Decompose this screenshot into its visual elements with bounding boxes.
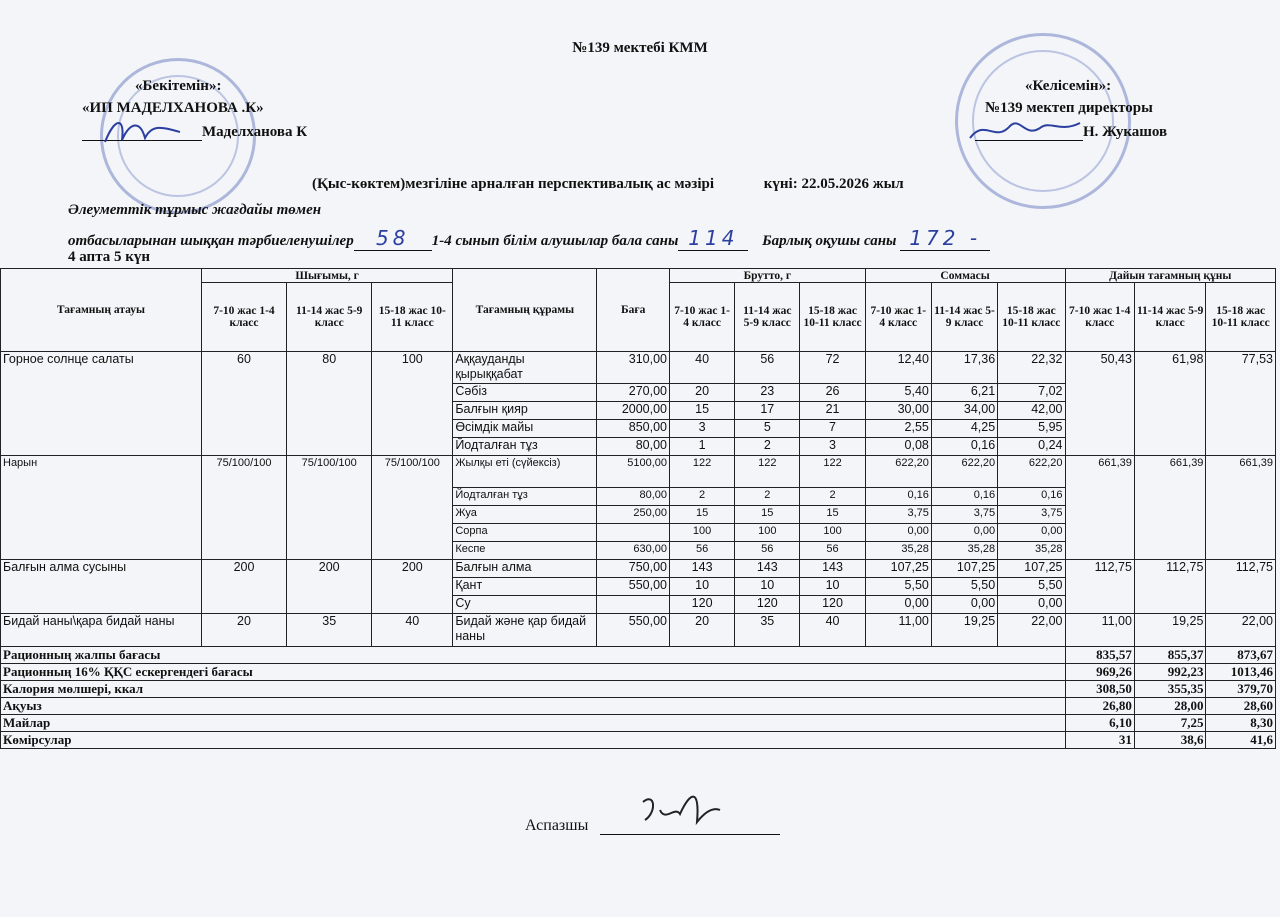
total-value: 855,37: [1134, 647, 1206, 664]
table-row: [1, 560, 1276, 578]
ingredient-price: 550,00: [597, 578, 670, 596]
col-sum-3: 15-18 жас 10-11 класс: [998, 283, 1065, 352]
table-row: [1, 614, 1276, 647]
ingredient-name: Йодталған тұз: [453, 438, 597, 456]
sum-value: 34,00: [931, 402, 997, 420]
approve-signature: [100, 112, 190, 152]
total-value: 8,30: [1206, 715, 1276, 732]
sum-value: 6,21: [931, 384, 997, 402]
gross-value: 120: [670, 596, 735, 614]
gross-value: 20: [670, 614, 735, 647]
total-row: [1, 664, 1276, 681]
sum-value: 0,16: [865, 488, 931, 506]
gross-value: 143: [670, 560, 735, 578]
gross-value: 10: [670, 578, 735, 596]
col-ready-2: 11-14 жас 5-9 класс: [1134, 283, 1206, 352]
gross-value: 40: [800, 614, 865, 647]
ingredient-price: [597, 596, 670, 614]
pupils-label: 1-4 сынып білім алушылар бала саны: [431, 233, 679, 249]
gross-value: 56: [800, 542, 865, 560]
total-value: 41,6: [1206, 732, 1276, 749]
total-value: 379,70: [1206, 681, 1276, 698]
total-value: 26,80: [1065, 698, 1134, 715]
gross-value: 2: [670, 488, 735, 506]
sum-value: 5,40: [865, 384, 931, 402]
gross-value: 7: [800, 420, 865, 438]
dish-name: Горное солнце салаты: [1, 352, 202, 456]
week-label: 4 апта 5 күн: [68, 249, 151, 265]
menu-table: [0, 268, 1276, 749]
sum-value: 0,00: [931, 596, 997, 614]
gross-value: 40: [670, 352, 735, 384]
ready-value: 661,39: [1134, 456, 1206, 560]
total-label: Ақуыз: [1, 698, 1066, 715]
total-row: [1, 732, 1276, 749]
dish-output: 80: [287, 352, 372, 456]
sum-value: 107,25: [931, 560, 997, 578]
ingredient-name: Сорпа: [453, 524, 597, 542]
ingredient-name: Жылқы еті (сүйексіз): [453, 456, 597, 488]
sum-value: 35,28: [865, 542, 931, 560]
agree-name: Н. Жукашов: [1083, 124, 1168, 140]
dish-output: 75/100/100: [372, 456, 453, 560]
dish-output: 40: [372, 614, 453, 647]
col-ready: Дайын тағамның құны: [1065, 269, 1276, 283]
gross-value: 100: [800, 524, 865, 542]
gross-value: 17: [735, 402, 800, 420]
sum-value: 3,75: [865, 506, 931, 524]
dish-output: 35: [287, 614, 372, 647]
gross-value: 72: [800, 352, 865, 384]
dish-output: 200: [201, 560, 286, 614]
gross-value: 23: [735, 384, 800, 402]
col-composition: Тағамның құрамы: [453, 269, 597, 352]
sum-value: 42,00: [998, 402, 1065, 420]
ingredient-name: Өсімдік майы: [453, 420, 597, 438]
total-value: 969,26: [1065, 664, 1134, 681]
gross-value: 120: [800, 596, 865, 614]
ingredient-name: Сәбіз: [453, 384, 597, 402]
col-ready-3: 15-18 жас 10-11 класс: [1206, 283, 1276, 352]
total-value: 992,23: [1134, 664, 1206, 681]
ingredient-price: 250,00: [597, 506, 670, 524]
col-output-2: 11-14 жас 5-9 класс: [287, 283, 372, 352]
col-output-1: 7-10 жас 1-4 класс: [201, 283, 286, 352]
sum-value: 3,75: [931, 506, 997, 524]
sum-value: 3,75: [998, 506, 1065, 524]
ready-value: 77,53: [1206, 352, 1276, 456]
sum-value: 19,25: [931, 614, 997, 647]
col-sum: Соммасы: [865, 269, 1065, 283]
sum-value: 5,50: [998, 578, 1065, 596]
ready-value: 112,75: [1134, 560, 1206, 614]
sum-value: 0,00: [931, 524, 997, 542]
ingredient-price: [597, 524, 670, 542]
gross-value: 10: [800, 578, 865, 596]
ingredient-price: 5100,00: [597, 456, 670, 488]
ingredient-name: Қант: [453, 578, 597, 596]
ingredient-price: 270,00: [597, 384, 670, 402]
cook-label: Аспазшы: [525, 817, 589, 834]
sum-value: 22,00: [998, 614, 1065, 647]
gross-value: 2: [800, 488, 865, 506]
ingredient-name: Балғын алма: [453, 560, 597, 578]
total-value: 7,25: [1134, 715, 1206, 732]
ready-value: 50,43: [1065, 352, 1134, 456]
ready-value: 11,00: [1065, 614, 1134, 647]
total-value: 38,6: [1134, 732, 1206, 749]
total-value: 873,67: [1206, 647, 1276, 664]
total-label: Көмірсулар: [1, 732, 1066, 749]
gross-value: 122: [670, 456, 735, 488]
ready-value: 19,25: [1134, 614, 1206, 647]
gross-value: 3: [800, 438, 865, 456]
sum-value: 0,00: [998, 596, 1065, 614]
sum-value: 0,00: [865, 596, 931, 614]
sum-value: 622,20: [998, 456, 1065, 488]
ingredient-price: 2000,00: [597, 402, 670, 420]
col-gross-1: 7-10 жас 1-4 класс: [670, 283, 735, 352]
sum-value: 7,02: [998, 384, 1065, 402]
gross-value: 100: [735, 524, 800, 542]
gross-value: 122: [800, 456, 865, 488]
ingredient-price: 750,00: [597, 560, 670, 578]
ingredient-name: Жуа: [453, 506, 597, 524]
ingredient-price: 550,00: [597, 614, 670, 647]
social-line1: Әлеуметтік тұрмыс жағдайы төмен: [68, 202, 322, 218]
gross-value: 100: [670, 524, 735, 542]
sum-value: 2,55: [865, 420, 931, 438]
dish-name: Балғын алма сусыны: [1, 560, 202, 614]
social-line2: [68, 226, 990, 251]
total-row: [1, 681, 1276, 698]
dish-output: 200: [372, 560, 453, 614]
dish-output: 60: [201, 352, 286, 456]
approve-org: «ИП МАДЕЛХАНОВА .К»: [82, 100, 264, 116]
sum-value: 0,08: [865, 438, 931, 456]
col-gross-2: 11-14 жас 5-9 класс: [735, 283, 800, 352]
ingredient-price: 80,00: [597, 438, 670, 456]
sum-value: 0,00: [998, 524, 1065, 542]
ready-value: 112,75: [1206, 560, 1276, 614]
ready-value: 61,98: [1134, 352, 1206, 456]
sum-value: 12,40: [865, 352, 931, 384]
menu-date: күні: 22.05.2026 жыл: [763, 176, 904, 192]
dish-name: Бидай наны\қара бидай наны: [1, 614, 202, 647]
sum-value: 35,28: [998, 542, 1065, 560]
ready-value: 112,75: [1065, 560, 1134, 614]
dish-output: 75/100/100: [201, 456, 286, 560]
total-value: 355,35: [1134, 681, 1206, 698]
col-price: Баға: [597, 269, 670, 352]
col-dish: Тағамның атауы: [1, 269, 202, 352]
gross-value: 143: [800, 560, 865, 578]
col-output: Шығымы, г: [201, 269, 452, 283]
ingredient-price: 850,00: [597, 420, 670, 438]
ready-value: 22,00: [1206, 614, 1276, 647]
total-value: 28,00: [1134, 698, 1206, 715]
gross-value: 56: [735, 352, 800, 384]
cook-signature: [635, 782, 725, 832]
total-label: Барлық оқушы саны: [762, 233, 897, 249]
sum-value: 0,16: [998, 488, 1065, 506]
total-label: Калория мөлшері, ккал: [1, 681, 1066, 698]
total-value: 28,60: [1206, 698, 1276, 715]
menu-title: [312, 176, 904, 193]
gross-value: 15: [800, 506, 865, 524]
total-value: 835,57: [1065, 647, 1134, 664]
col-gross: Брутто, г: [670, 269, 866, 283]
ingredient-name: Йодталған тұз: [453, 488, 597, 506]
sum-value: 17,36: [931, 352, 997, 384]
gross-value: 26: [800, 384, 865, 402]
gross-value: 2: [735, 438, 800, 456]
gross-value: 2: [735, 488, 800, 506]
dish-output: 200: [287, 560, 372, 614]
dish-output: 20: [201, 614, 286, 647]
sum-value: 11,00: [865, 614, 931, 647]
ingredient-name: Су: [453, 596, 597, 614]
social-count: 58: [354, 226, 432, 251]
gross-value: 20: [670, 384, 735, 402]
total-value: 308,50: [1065, 681, 1134, 698]
sum-value: 107,25: [865, 560, 931, 578]
sum-value: 0,00: [865, 524, 931, 542]
total-row: [1, 647, 1276, 664]
dish-output: 100: [372, 352, 453, 456]
sum-value: 30,00: [865, 402, 931, 420]
gross-value: 56: [670, 542, 735, 560]
agree-org: №139 мектеп директоры: [985, 100, 1153, 116]
dish-output: 75/100/100: [287, 456, 372, 560]
total-row: [1, 698, 1276, 715]
social-label: отбасыларынан шыққан тәрбиеленушілер: [68, 233, 354, 249]
total-count: 172 -: [900, 226, 990, 251]
gross-value: 143: [735, 560, 800, 578]
col-gross-3: 15-18 жас 10-11 класс: [800, 283, 865, 352]
menu-title-text: (Қыс-көктем)мезгіліне арналған перспективалық ас мәзірі: [312, 176, 715, 192]
sum-value: 0,24: [998, 438, 1065, 456]
sum-value: 107,25: [998, 560, 1065, 578]
gross-value: 15: [670, 402, 735, 420]
sum-value: 22,32: [998, 352, 1065, 384]
col-sum-1: 7-10 жас 1-4 класс: [865, 283, 931, 352]
col-sum-2: 11-14 жас 5-9 класс: [931, 283, 997, 352]
sum-value: 4,25: [931, 420, 997, 438]
agree-label: «Келісемін»:: [1025, 78, 1112, 94]
agree-signature: [965, 108, 1085, 153]
gross-value: 1: [670, 438, 735, 456]
col-output-3: 15-18 жас 10-11 класс: [372, 283, 453, 352]
gross-value: 35: [735, 614, 800, 647]
ingredient-name: Аққауданды қырыққабат: [453, 352, 597, 384]
col-ready-1: 7-10 жас 1-4 класс: [1065, 283, 1134, 352]
ingredient-name: Кеспе: [453, 542, 597, 560]
approve-name: Маделханова К: [202, 124, 308, 140]
sum-value: 622,20: [865, 456, 931, 488]
approve-label: «Бекітемін»:: [135, 78, 222, 94]
total-label: Рационның 16% ҚҚС ескергендегі бағасы: [1, 664, 1066, 681]
gross-value: 15: [735, 506, 800, 524]
ingredient-price: 630,00: [597, 542, 670, 560]
table-row: [1, 352, 1276, 384]
school-title: №139 мектебі КММ: [572, 40, 708, 56]
ingredient-price: 80,00: [597, 488, 670, 506]
sum-value: 622,20: [931, 456, 997, 488]
ingredient-name: Балғын қияр: [453, 402, 597, 420]
sum-value: 5,50: [865, 578, 931, 596]
ready-value: 661,39: [1206, 456, 1276, 560]
total-value: 1013,46: [1206, 664, 1276, 681]
dish-name: Нарын: [1, 456, 202, 560]
sum-value: 0,16: [931, 488, 997, 506]
gross-value: 10: [735, 578, 800, 596]
sum-value: 5,95: [998, 420, 1065, 438]
gross-value: 120: [735, 596, 800, 614]
total-value: 31: [1065, 732, 1134, 749]
gross-value: 21: [800, 402, 865, 420]
sum-value: 35,28: [931, 542, 997, 560]
total-row: [1, 715, 1276, 732]
ready-value: 661,39: [1065, 456, 1134, 560]
gross-value: 15: [670, 506, 735, 524]
total-label: Майлар: [1, 715, 1066, 732]
gross-value: 122: [735, 456, 800, 488]
ingredient-price: 310,00: [597, 352, 670, 384]
total-label: Рационның жалпы бағасы: [1, 647, 1066, 664]
sum-value: 0,16: [931, 438, 997, 456]
gross-value: 3: [670, 420, 735, 438]
sum-value: 5,50: [931, 578, 997, 596]
pupils-count: 114: [678, 226, 748, 251]
total-value: 6,10: [1065, 715, 1134, 732]
table-row: [1, 456, 1276, 488]
gross-value: 5: [735, 420, 800, 438]
gross-value: 56: [735, 542, 800, 560]
ingredient-name: Бидай және қар бидай наны: [453, 614, 597, 647]
